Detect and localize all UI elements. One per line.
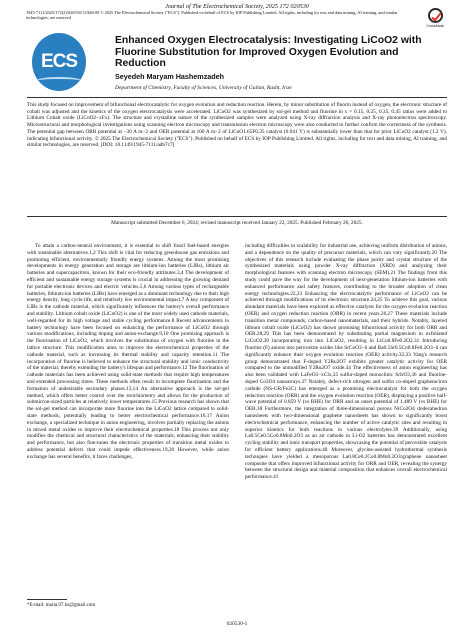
copyright-doi-line: 1945-7111/2025/172(2)/020530/11/$40.00 © 2025 The Electrochemical Society ("ECS"). Published on behalf of ECS by IOP Publishing Limited. All rights, including for text and data mining, AI training, and similar technologies, are reserved [26,10,398,21]
author-name: Seyedeh Maryam Hashemzadeh [115,72,225,81]
body-left-column [27,243,229,461]
journal-header: Journal of The Electrochemical Society, 2025 172 020530 [165,3,309,10]
ecs-logo [32,33,86,91]
body-paragraph: including difficulties in scalability for industrial use, achieving uniform distribution of anions, and a dependence on the quality of precursor materials, which can vary significantly.20 The objectives of this research include evaluating the phase purity and crystal structure of the synthesized materials using powder X-ray diffraction (XRD) and analyzing their morphological features with scanning electron microscopy (SEM).21 The findings from this study could pave the way for the development of next-generation lithium-ion batteries with enhanced performance and safety features, contributing to the broader adoption of clean energy technologies.22,23 Enhancing the electrocatalytic performance of LiCoO2 can be achieved through modifications of its electronic structure.24,25 To achieve this goal, various abundant materials have been explored as effective catalysts for the oxygen evolution reaction (OER) and oxygen reduction reaction (ORR) in recent years.26,27 These materials include transition metal compounds, carbon-based nanomaterials, and their hybrids. Notably, layered lithium cobalt oxide (LiCoO2) has shown promising bifunctional activity for both ORR and OER.28,29 This has been demonstrated by substituting partial magnesium in exfoliated LiCoO2,30 incorporating iron into LiCoO2, resulting in LiCo0.8Fe0.2O2.31 Introducing fluorine (F) anions into perovskite oxides like SrCoO3−δ and Ba0.5Sr0.5Co0.8Fe0.2O3−δ can significantly enhance their oxygen evolution reaction (OER) activity.32,33 Yang's research group demonstrated that F-doped Y2Ru2O7 exhibits greater catalytic activity for OER compared to the unmodified Y2Ru2O7 oxide.34 The effectiveness of anion engineering has also been validated with LaFeO3−xClx,35 sulfur-doped monoclinic SrIrO3,36 and fluorine-doped Co3O4 nanoarrays.37 Notably, defect-rich nitrogen and sulfur co-doped graphene/iron carbide (NS-GR/Fe3C) has emerged as a promising electrocatalyst for both the oxygen reduction reaction (ORR) and the oxygen evolution reaction (OER), displaying a positive half-wave potential of 0.859 V (vs RHE) for ORR and an onset potential of 1.489 V (vs RHE) for OER.38 Furthermore, the integration of three-dimensional porous NiCo2O4 dodecahedron nanosheets with two-dimensional graphene nanosheets has shown to significantly boost electrochemical performance, enhancing the number of active catalytic sites and resulting in superior kinetics for both reactions in various electrolytes.39 Additionally, using La0.5Ce0.5Co0.8Mn0.2O3 as an air cathode in Li-O2 batteries has demonstrated excellent cycling stability and ionic transport properties, showcasing the potential of perovskite catalysts for efficient battery applications.40 Moreover, glycine-assisted hydrothermal synthesis techniques have yielded a mesoporous La0.8Ce0.2Co0.8Mn0.2O3/graphene nanosheet composite that offers improved bifunctional activity for ORR and OER, revealing the synergy between the structural design and material composition that enhances overall electrochemical performance.41 [245,243,447,481]
ecs-logo-text: ECS [40,51,78,72]
manuscript-dates: Manuscript submitted December 6, 2024; revised manuscript received January 22, 2025. Published February 26, 2025. [111,220,363,226]
crossmark-label: CrossMark [426,24,444,28]
page-number: 020530-1 [226,621,248,627]
footnote-email[interactable]: *E-mail: maria.97.hz@gmail.com [27,603,96,608]
abstract-text: This study focused on improvement of bifunctional electrocatalytic for oxygen evolution and reduction reaction. Herein, by minor substitution of fluorin instead of oxygen, the electronic structure of cobalt was adjusted and the kinetics of the oxygen electrocatalysis were accelerated. LiCoO2 was synthesized by sol-gel method and fluorine in x = 0.15, 0.25, 0.35, 0.45 ratios were added to Lithium Cobalt oxide (LiCoO2−xFx). The structure and crystalline nature of the synthesized samples were analyzed using X-ray diffraction analysis and X-ray photoelectron spectroscopy. Microstructural and morphological investigations using scanning electron microscopy and transmission electron microscopy were also conducted to further confirm the correctness of the synthesis. The potential gap between ORR potential at −30 A m−2 and OER potential at 100 A m−2 of LiCoO1.65F0.35 catalyst (0.941 V) is substantially lower than that for prior LiCoO2 catalyst (1.2 V), indicating bifunctional activity. © 2025 The Electrochemical Society ("ECS"). Published on behalf of ECS by IOP Publishing Limited. All rights, including for text and data mining, AI training, and similar technologies, are reserved. [DOI: 10.1149/1945-7111/adb7c7] [27,102,447,149]
crossmark-icon [428,8,443,23]
logo-wave-icon [36,77,82,85]
footnote-divider [27,599,67,600]
author-affiliation: Department of Chemistry, Faculty of Sciences, University of Guilan, Rasht, Iran [115,85,292,91]
article-title: Enhanced Oxygen Electrocatalysis: Investigating LiCoO2 with Fluorine Substitution for Improved Oxygen Evolution and Reduction [115,35,422,69]
body-right-column [245,243,447,481]
crossmark-badge[interactable] [421,8,449,28]
body-paragraph: To attain a carbon-neutral environment, it is essential to shift fossil fuel-based energies with sustainable alternatives.1,2 This shift is vital for reducing greenhouse gas emissions and promoting efficient, environmentally friendly energy systems. Among the most promising developments in energy generation and storage are lithium-ion batteries (LIBs), lithium air batteries and supercapacitors, known for their eco-friendly attributes.3,4 The development of efficient and sustainable energy storage systems is crucial in addressing the growing demand for portable electronic devices and electric vehicles.5,6 Among various types of rechargeable batteries, lithium-ion batteries (LIBs) have emerged as a dominant technology due to their high energy density, long cycle life, and relatively low environmental impact.7 A key component of LIBs is the cathode material, which significantly influences the battery's overall performance and stability. Lithium cobalt oxide (LiCoO2) is one of the most widely used cathode materials, well-regarded for its high voltage and stable cycling performance.8 Recent advancements in battery technology have been focused on enhancing the performance of LiCoO2 through various modifications, including doping and anion-exchange.9,10 One promising approach is the fluorination of LiCoO2, which involves the substitution of oxygen with fluorine in the lattice structure. This modification aims to improve the electrochemical properties of the cathode material, such as increasing its thermal stability and capacity retention.11 The incorporation of fluorine is believed to enhance the structural stability and ionic conductivity of the material, thereby extending the battery's lifespan and performance.12 The fluorination of cathode materials has been achieved using solid-state methods that require high temperatures and extended processing times. These methods often result in incomplete fluorination and the formation of undesirable secondary phases.13,14 An alternative approach is the sol-gel method, which offers better control over the stoichiometry and allows for the production of submicron-sized particles at relatively lower temperatures.15 Previous research has shown that the sol-gel method can incorporate more fluorine into the LiCoO2 lattice compared to solid-state methods, potentially leading to better electrochemical performance.16,17 Anion exchange, a specialized technique in anion engineering, involves partially replacing the anions in mixed metal oxides to improve their electrochemical properties.18 This process not only modifies the chemical and structural characteristics of the materials, enhancing their stability and performance, but also fine-tunes the electronic properties of transition metal oxides to address potential defects that could impede effectiveness.19,20 However, while anion exchange has several benefits, it faces challenges, [27,243,229,460]
